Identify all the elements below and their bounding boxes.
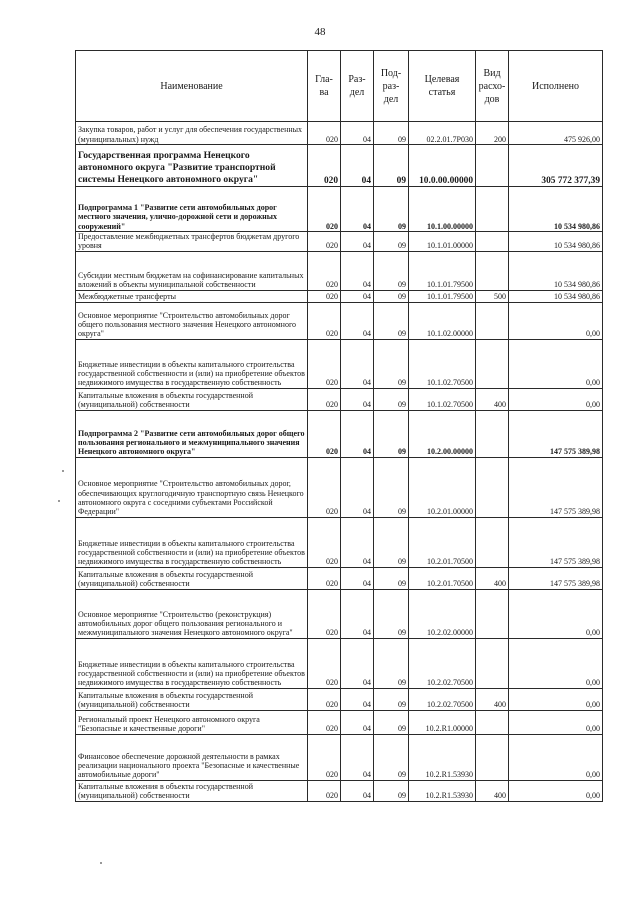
cell-ispolneno: 0,00 <box>509 734 603 780</box>
cell-glava: 020 <box>308 710 341 734</box>
cell-name: Капитальные вложения в объекты государственной (муниципальной) собственности <box>76 388 308 410</box>
cell-glava: 020 <box>308 122 341 145</box>
cell-name: Предоставление межбюджетных трансфертов бюджетам другого уровня <box>76 232 308 252</box>
table-row <box>76 734 603 780</box>
cell-podrazdel: 09 <box>374 302 409 339</box>
cell-razdel: 04 <box>341 517 374 567</box>
cell-vid: 400 <box>476 688 509 710</box>
cell-podrazdel: 09 <box>374 232 409 252</box>
table-header-row <box>76 51 603 122</box>
cell-vid <box>476 251 509 290</box>
cell-razdel: 04 <box>341 122 374 145</box>
cell-vid <box>476 517 509 567</box>
header-vid: Вид расхо- дов <box>476 51 509 122</box>
cell-ispolneno: 10 534 980,86 <box>509 187 603 232</box>
cell-glava: 020 <box>308 232 341 252</box>
cell-podrazdel: 09 <box>374 589 409 638</box>
cell-razdel: 04 <box>341 734 374 780</box>
cell-podrazdel: 09 <box>374 122 409 145</box>
cell-stat: 10.1.02.70500 <box>409 339 476 388</box>
cell-podrazdel: 09 <box>374 688 409 710</box>
table-row <box>76 780 603 801</box>
page-number: 48 <box>314 26 326 38</box>
cell-vid <box>476 339 509 388</box>
cell-vid <box>476 710 509 734</box>
table-row <box>76 589 603 638</box>
cell-ispolneno: 0,00 <box>509 710 603 734</box>
cell-razdel: 04 <box>341 251 374 290</box>
cell-stat: 10.2.R1.00000 <box>409 710 476 734</box>
table-row <box>76 638 603 688</box>
header-podrazdel: Под- раз- дел <box>374 51 409 122</box>
cell-ispolneno: 0,00 <box>509 780 603 801</box>
cell-podrazdel: 09 <box>374 710 409 734</box>
cell-glava: 020 <box>308 339 341 388</box>
cell-name: Межбюджетные трансферты <box>76 290 308 302</box>
table-row <box>76 251 603 290</box>
cell-glava: 020 <box>308 567 341 589</box>
cell-ispolneno: 0,00 <box>509 388 603 410</box>
cell-stat: 10.2.02.70500 <box>409 688 476 710</box>
cell-ispolneno: 10 534 980,86 <box>509 251 603 290</box>
cell-stat: 10.2.02.00000 <box>409 589 476 638</box>
cell-vid: 200 <box>476 122 509 145</box>
cell-vid <box>476 145 509 187</box>
cell-razdel: 04 <box>341 638 374 688</box>
cell-vid: 400 <box>476 567 509 589</box>
cell-glava: 020 <box>308 187 341 232</box>
cell-vid <box>476 589 509 638</box>
cell-stat: 10.2.01.00000 <box>409 457 476 517</box>
table-row <box>76 688 603 710</box>
cell-stat: 10.1.01.00000 <box>409 232 476 252</box>
cell-razdel: 04 <box>341 710 374 734</box>
cell-glava: 020 <box>308 410 341 457</box>
table-row <box>76 567 603 589</box>
cell-stat: 10.2.R1.53930 <box>409 734 476 780</box>
cell-name: Основное мероприятие "Строительство автомобильных дорог, обеспечивающих круглогодичную транспортную связь Ненецкого автономного округа с соседними субъектами Российской Федерации" <box>76 457 308 517</box>
cell-razdel: 04 <box>341 187 374 232</box>
cell-name: Основное мероприятие "Строительство автомобильных дорог общего пользования местного значения Ненецкого автономного округа" <box>76 302 308 339</box>
cell-vid <box>476 302 509 339</box>
table-row <box>76 457 603 517</box>
cell-podrazdel: 09 <box>374 780 409 801</box>
cell-podrazdel: 09 <box>374 187 409 232</box>
cell-razdel: 04 <box>341 457 374 517</box>
cell-ispolneno: 0,00 <box>509 302 603 339</box>
cell-stat: 10.1.00.00000 <box>409 187 476 232</box>
cell-razdel: 04 <box>341 688 374 710</box>
cell-razdel: 04 <box>341 302 374 339</box>
cell-podrazdel: 09 <box>374 457 409 517</box>
cell-glava: 020 <box>308 457 341 517</box>
cell-glava: 020 <box>308 388 341 410</box>
cell-vid: 400 <box>476 388 509 410</box>
cell-podrazdel: 09 <box>374 410 409 457</box>
cell-razdel: 04 <box>341 589 374 638</box>
cell-name: Бюджетные инвестиции в объекты капитального строительства государственной собственности и (или) на приобретение объектов недвижимого имущества в государственную собственность <box>76 339 308 388</box>
cell-glava: 020 <box>308 302 341 339</box>
cell-name: Основное мероприятие "Строительство (реконструкция) автомобильных дорог общего пользования регионального и межмуниципального значения Ненецкого автономного округа" <box>76 589 308 638</box>
cell-name: Бюджетные инвестиции в объекты капитального строительства государственной собственности и (или) на приобретение объектов недвижимого имущества в государственную собственность <box>76 517 308 567</box>
cell-razdel: 04 <box>341 232 374 252</box>
cell-ispolneno: 10 534 980,86 <box>509 232 603 252</box>
cell-vid <box>476 638 509 688</box>
cell-glava: 020 <box>308 734 341 780</box>
cell-stat: 10.2.R1.53930 <box>409 780 476 801</box>
cell-glava: 020 <box>308 517 341 567</box>
cell-glava: 020 <box>308 688 341 710</box>
cell-name: Субсидии местным бюджетам на софинансирование капитальных вложений в объекты муниципальной собственности <box>76 251 308 290</box>
cell-vid: 400 <box>476 780 509 801</box>
table-row <box>76 122 603 145</box>
cell-vid <box>476 232 509 252</box>
header-stat: Целевая статья <box>409 51 476 122</box>
cell-name: Подпрограмма 1 "Развитие сети автомобильных дорог местного значения, улично-дорожной сети и дорожных сооружений" <box>76 187 308 232</box>
cell-name: Капитальные вложения в объекты государственной (муниципальной) собственности <box>76 688 308 710</box>
cell-razdel: 04 <box>341 410 374 457</box>
cell-ispolneno: 0,00 <box>509 589 603 638</box>
cell-vid <box>476 734 509 780</box>
cell-vid <box>476 187 509 232</box>
table-row <box>76 232 603 252</box>
cell-name: Капитальные вложения в объекты государственной (муниципальной) собственности <box>76 567 308 589</box>
cell-podrazdel: 09 <box>374 567 409 589</box>
table-row <box>76 410 603 457</box>
cell-razdel: 04 <box>341 145 374 187</box>
cell-podrazdel: 09 <box>374 517 409 567</box>
cell-glava: 020 <box>308 589 341 638</box>
cell-glava: 020 <box>308 780 341 801</box>
table-row <box>76 145 603 187</box>
cell-razdel: 04 <box>341 567 374 589</box>
cell-stat: 10.2.01.70500 <box>409 517 476 567</box>
cell-ispolneno: 305 772 377,39 <box>509 145 603 187</box>
table-row <box>76 187 603 232</box>
cell-podrazdel: 09 <box>374 290 409 302</box>
cell-stat: 10.1.01.79500 <box>409 251 476 290</box>
cell-glava: 020 <box>308 251 341 290</box>
cell-glava: 020 <box>308 290 341 302</box>
cell-stat: 10.2.01.70500 <box>409 567 476 589</box>
cell-stat: 02.2.01.7Р030 <box>409 122 476 145</box>
cell-name: Государственная программа Ненецкого автономного округа "Развитие транспортной системы Ненецкого автономного округа" <box>76 145 308 187</box>
cell-glava: 020 <box>308 638 341 688</box>
cell-razdel: 04 <box>341 780 374 801</box>
cell-ispolneno: 147 575 389,98 <box>509 457 603 517</box>
cell-ispolneno: 475 926,00 <box>509 122 603 145</box>
header-glava: Гла- ва <box>308 51 341 122</box>
cell-name: Финансовое обеспечение дорожной деятельности в рамках реализации национального проекта "Безопасные и качественные автомобильные дороги" <box>76 734 308 780</box>
cell-stat: 10.0.00.00000 <box>409 145 476 187</box>
cell-podrazdel: 09 <box>374 388 409 410</box>
cell-name: Закупка товаров, работ и услуг для обеспечения государственных (муниципальных) нужд <box>76 122 308 145</box>
cell-name: Капитальные вложения в объекты государственной (муниципальной) собственности <box>76 780 308 801</box>
header-razdel: Раз- дел <box>341 51 374 122</box>
cell-ispolneno: 0,00 <box>509 339 603 388</box>
cell-stat: 10.1.02.70500 <box>409 388 476 410</box>
cell-vid: 500 <box>476 290 509 302</box>
cell-ispolneno: 147 575 389,98 <box>509 410 603 457</box>
cell-vid <box>476 457 509 517</box>
cell-podrazdel: 09 <box>374 145 409 187</box>
cell-name: Региональный проект Ненецкого автономного округа "Безопасные и качественные дороги" <box>76 710 308 734</box>
cell-razdel: 04 <box>341 290 374 302</box>
table-row <box>76 388 603 410</box>
table-row <box>76 710 603 734</box>
cell-ispolneno: 0,00 <box>509 688 603 710</box>
cell-ispolneno: 0,00 <box>509 638 603 688</box>
scan-speck <box>100 862 102 864</box>
header-name: Наименование <box>76 51 308 122</box>
budget-table <box>75 50 603 802</box>
table-row <box>76 290 603 302</box>
cell-podrazdel: 09 <box>374 339 409 388</box>
cell-ispolneno: 147 575 389,98 <box>509 567 603 589</box>
cell-ispolneno: 10 534 980,86 <box>509 290 603 302</box>
cell-podrazdel: 09 <box>374 251 409 290</box>
scan-speck <box>62 470 64 472</box>
cell-ispolneno: 147 575 389,98 <box>509 517 603 567</box>
cell-razdel: 04 <box>341 388 374 410</box>
cell-vid <box>476 410 509 457</box>
table-row <box>76 517 603 567</box>
table-row <box>76 302 603 339</box>
cell-glava: 020 <box>308 145 341 187</box>
cell-stat: 10.1.01.79500 <box>409 290 476 302</box>
cell-name: Подпрограмма 2 "Развитие сети автомобильных дорог общего пользования регионального и межмуниципального значения Ненецкого автономного округа" <box>76 410 308 457</box>
header-ispolneno: Исполнено <box>509 51 603 122</box>
table-row <box>76 339 603 388</box>
scan-speck <box>58 500 60 502</box>
cell-stat: 10.2.00.00000 <box>409 410 476 457</box>
cell-stat: 10.1.02.00000 <box>409 302 476 339</box>
cell-razdel: 04 <box>341 339 374 388</box>
cell-podrazdel: 09 <box>374 734 409 780</box>
cell-stat: 10.2.02.70500 <box>409 638 476 688</box>
cell-name: Бюджетные инвестиции в объекты капитального строительства государственной собственности и (или) на приобретение объектов недвижимого имущества в государственную собственность <box>76 638 308 688</box>
cell-podrazdel: 09 <box>374 638 409 688</box>
